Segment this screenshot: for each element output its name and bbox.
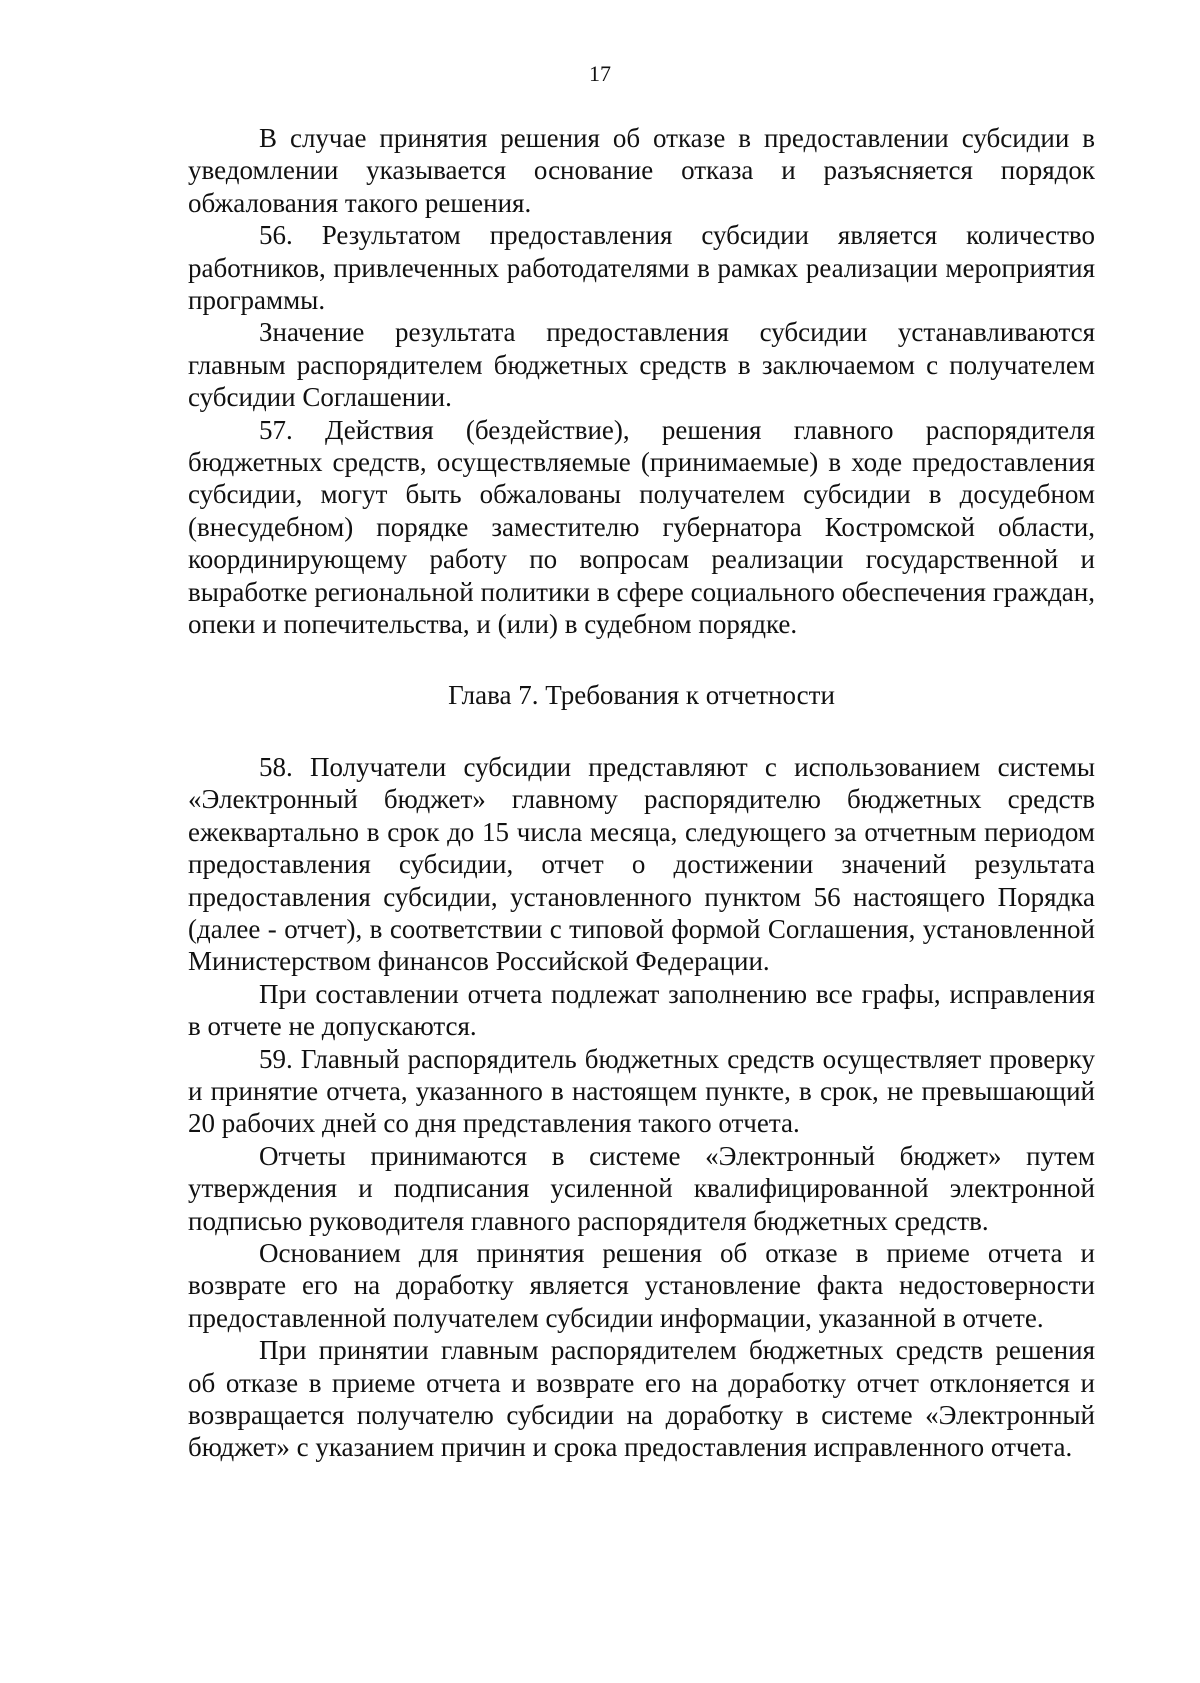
paragraph-report-return: При принятии главным распорядителем бюджетных средств решения об отказе в приеме отчета и возврате его на доработку отчет отклоняется и возвращается получателю субсидии на доработку в системе «Электронный бюджет» с указанием причин и срока предоставления исправленного отчета. xyxy=(188,1335,1095,1463)
paragraph-result-value: Значение результата предоставления субсидии устанавливаются главным распорядителем бюджетных средств в заключаемом с получателем субсидии Соглашении. xyxy=(188,317,1095,413)
page-number: 17 xyxy=(589,61,611,86)
chapter-heading: Глава 7. Требования к отчетности xyxy=(448,679,835,710)
paragraph-57: 57. Действия (бездействие), решения главного распорядителя бюджетных средств, осуществляемые (принимаемые) в ходе предоставления субсидии, могут быть обжалованы получателем субсидии в досудебном (внесудебном) порядке заместителю губернатора Костромской области, координирующему работу по вопросам реализации государственной и выработке региональной политики в сфере социального обеспечения граждан, опеки и попечительства, и (или) в судебном порядке. xyxy=(188,414,1095,640)
paragraph-refusal-notice: В случае принятия решения об отказе в предоставлении субсидии в уведомлении указывается основание отказа и разъясняется порядок обжалования такого решения. xyxy=(188,123,1095,218)
paragraph-report-fill: При составлении отчета подлежат заполнению все графы, исправления в отчете не допускаются. xyxy=(188,978,1095,1042)
paragraph-refusal-grounds: Основанием для принятия решения об отказе в приеме отчета и возврате его на доработку является установление факта недостоверности предоставленной получателем субсидии информации, указанной в отчете. xyxy=(188,1238,1095,1333)
document-body xyxy=(188,122,1095,1464)
paragraph-59: 59. Главный распорядитель бюджетных средств осуществляет проверку и принятие отчета, указанного в настоящем пункте, в срок, не превышающий 20 рабочих дней со дня представления такого отчета. xyxy=(188,1043,1095,1139)
paragraph-reports-accepted: Отчеты принимаются в системе «Электронный бюджет» путем утверждения и подписания усиленной квалифицированной электронной подписью руководителя главного распорядителя бюджетных средств. xyxy=(188,1140,1095,1236)
paragraph-56: 56. Результатом предоставления субсидии является количество работников, привлеченных работодателями в рамках реализации мероприятия программы. xyxy=(188,220,1095,316)
paragraph-58: 58. Получатели субсидии представляют с использованием системы «Электронный бюджет» главному распорядителю бюджетных средств ежеквартально в срок до 15 числа месяца, следующего за отчетным периодом предоставления субсидии, отчет о достижении значений результата предоставления субсидии, установленного пунктом 56 настоящего Порядка (далее - отчет), в соответствии с типовой формой Соглашения, установленной Министерством финансов Российской Федерации. xyxy=(188,751,1095,977)
